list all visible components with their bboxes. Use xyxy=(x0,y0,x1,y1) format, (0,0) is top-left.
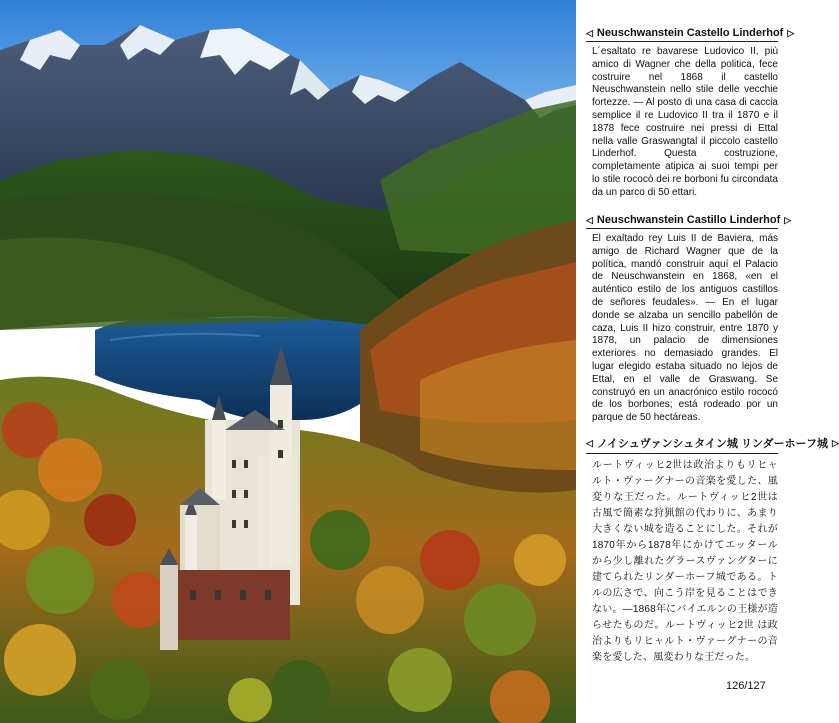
section-japanese xyxy=(586,435,839,666)
divider xyxy=(586,453,778,454)
arrow-right-icon: ▷ xyxy=(787,27,795,38)
section-header xyxy=(586,27,795,39)
section-body: El exaltado rey Luis II de Baviera, más amigo de Richard Wagner que de la política, mandó construir aquí el Palacio de Neuschwanstein en 1868, «en el auténtico estilo de los antiguos castillos de señores feudales». — En el lugar donde se alzaba un sencillo pabellón de caza, Luis II hizo construir, entre 1870 y 1878, un palacio de dimensiones exteriores no demasiado grandes. El lugar elegido estaba situado no lejos de Ettal, en el valle de Graswang. Se construyó en un anacrónico estilo rococó de los borbones; está rodeado por un parque de 50 hectáreas. xyxy=(592,233,778,424)
arrow-left-icon: ◁ xyxy=(586,214,593,225)
section-body: ルートヴィッヒ2世は政治よりもリヒャルト・ヴァーグナーの音楽を愛した、風変りな王だった。ルートヴィッヒ2世は古風で簡素な狩猟館の代わりに、あまり大きくない城を造ることにした。それが1870年から1878年にかけてエッタールから少し離れたグラースヴァングターに建てられたリンダーホーフ城である。トルの広さで、向こう岸を見ることはできない。—1868年にバイエルンの王様が造らせたものだ。ルートヴィッヒ2世 は政治よりもリヒャルト・ヴァーグナーの音楽を愛した、風変わりな王だった。 xyxy=(592,460,778,663)
arrow-left-icon: ◁ xyxy=(586,27,593,38)
arrow-right-icon: ▷ xyxy=(831,437,839,448)
page-number: 126/127 xyxy=(726,680,766,692)
section-italian xyxy=(586,27,795,200)
divider xyxy=(586,41,778,42)
text-column xyxy=(576,0,839,723)
section-title: Neuschwanstein Castello Linderhof xyxy=(596,27,784,39)
section-header xyxy=(586,214,792,226)
section-title: Neuschwanstein Castillo Linderhof xyxy=(596,214,781,226)
arrow-left-icon: ◁ xyxy=(586,437,593,448)
section-spanish xyxy=(586,214,792,425)
arrow-right-icon: ▷ xyxy=(784,214,792,225)
divider xyxy=(586,228,778,229)
section-title: ノイシュヴァンシュタイン城 リンダーホーフ城 xyxy=(596,438,828,450)
section-body: L´esaltato re bavarese Ludovico II, più amico di Wagner che della politica, fece costruire nel 1868 il castello Neuschwanstein nello stile delle vecchie fortezze. — Al posto di una casa di caccia semplice il re Ludovico II tra il 1870 e il 1878 fece costruire nei pressi di Ettal nella valle Graswangtal il piccolo castello Linderhof. Questa costruzione, completamente atipica ai suoi tempi per lo stile rococò dei re borboni fu circondata da un parco di 50 ettari. xyxy=(592,46,778,198)
section-header xyxy=(586,435,839,451)
